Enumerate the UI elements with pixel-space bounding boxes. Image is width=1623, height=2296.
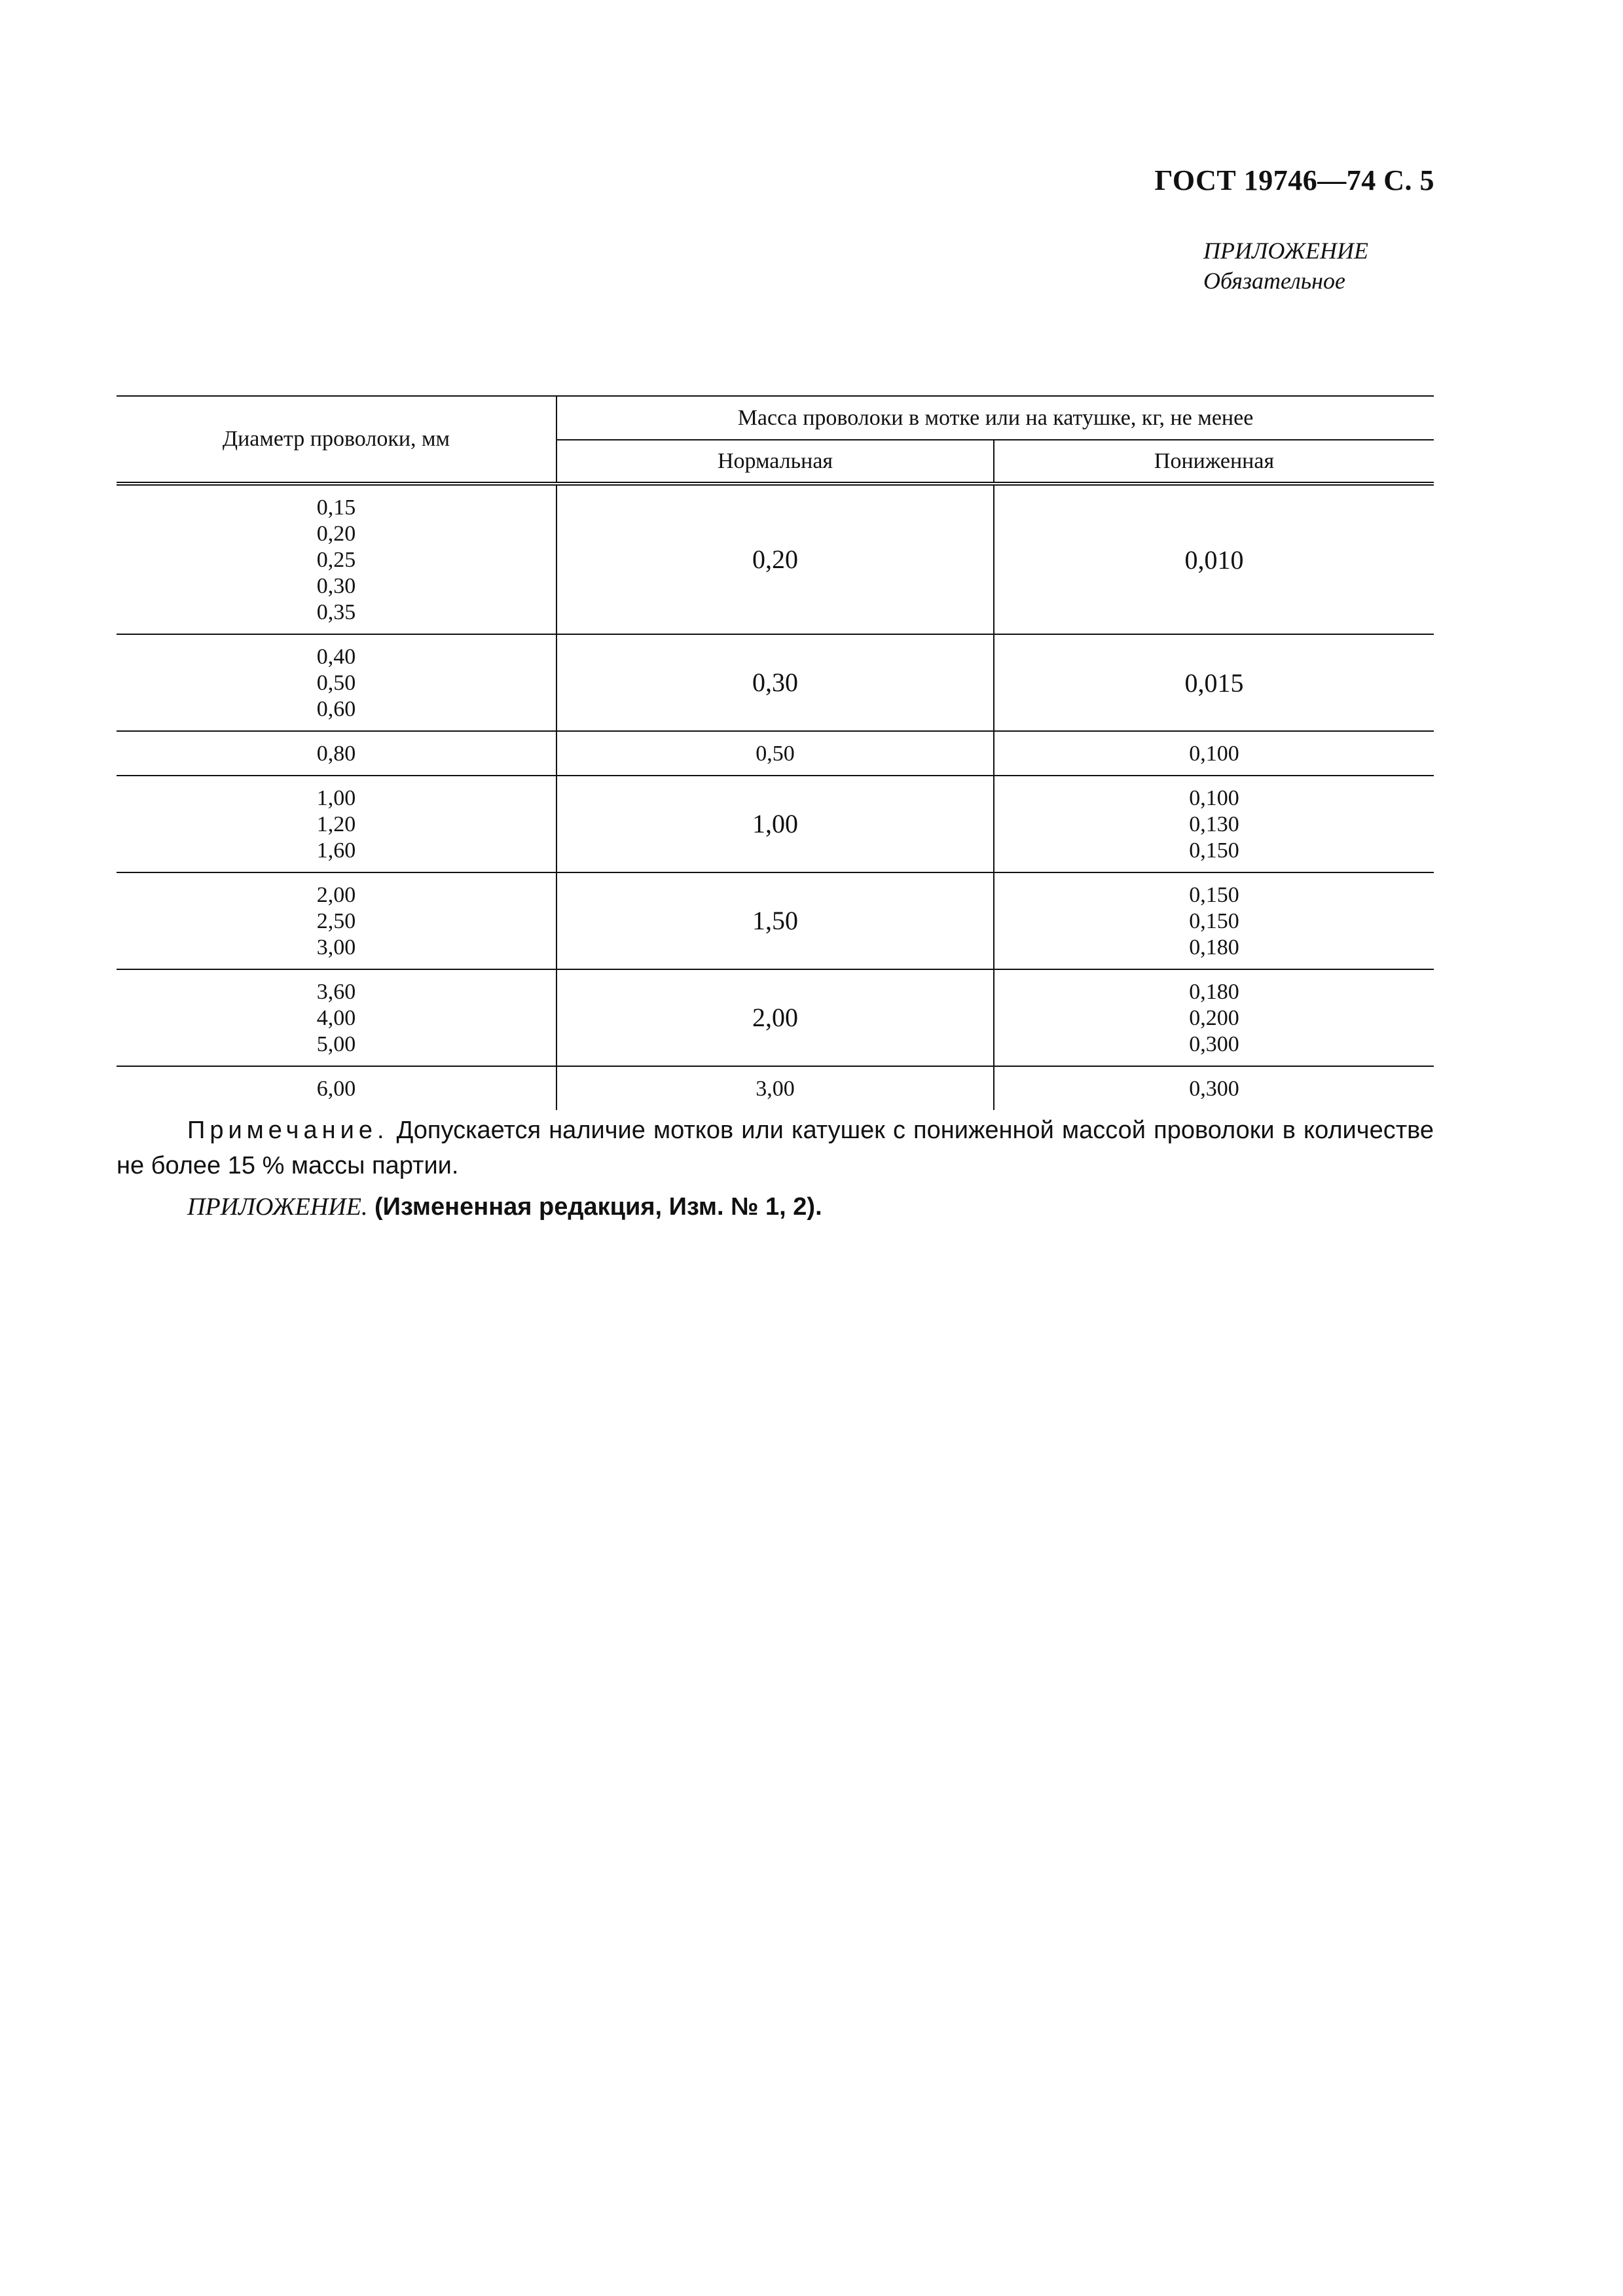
cell-diameter xyxy=(117,1066,556,1110)
cell-diameter-value: 1,20 xyxy=(316,812,356,836)
cell-diameter xyxy=(117,634,556,731)
cell-reduced-value: 0,100 xyxy=(1189,786,1239,810)
cell-diameter-value: 0,25 xyxy=(316,548,356,572)
table-row xyxy=(117,969,1434,1066)
cell-reduced xyxy=(994,634,1434,731)
header-normal: Нормальная xyxy=(556,440,994,484)
cell-reduced-value: 0,150 xyxy=(1189,883,1239,907)
cell-diameter xyxy=(117,776,556,872)
table-row xyxy=(117,1066,1434,1110)
cell-diameter-value: 3,60 xyxy=(316,980,356,1004)
cell-reduced-value: 0,300 xyxy=(1189,1032,1239,1056)
cell-reduced-value: 0,180 xyxy=(1189,935,1239,960)
cell-diameter-value: 0,40 xyxy=(316,645,356,669)
table-body xyxy=(117,484,1434,1110)
cell-diameter xyxy=(117,484,556,634)
cell-reduced xyxy=(994,1066,1434,1110)
note-label: Примечание. xyxy=(187,1117,389,1144)
appendix-status: Обязательное xyxy=(1203,268,1345,294)
cell-normal xyxy=(556,484,994,634)
revision-label: ПРИЛОЖЕНИЕ. xyxy=(187,1193,368,1221)
cell-diameter-value: 0,30 xyxy=(316,574,356,598)
note-paragraph xyxy=(117,1113,1434,1183)
table-row xyxy=(117,872,1434,969)
cell-diameter-value: 0,50 xyxy=(316,671,356,695)
cell-reduced xyxy=(994,776,1434,872)
cell-reduced xyxy=(994,872,1434,969)
cell-normal-value: 1,00 xyxy=(752,808,798,838)
cell-reduced-value: 0,300 xyxy=(1189,1077,1239,1101)
page-header: ГОСТ 19746—74 С. 5 xyxy=(1154,164,1434,196)
cell-diameter xyxy=(117,872,556,969)
cell-diameter-value: 5,00 xyxy=(316,1032,356,1056)
cell-reduced xyxy=(994,731,1434,776)
cell-reduced-value: 0,200 xyxy=(1189,1006,1239,1030)
cell-normal-value: 0,30 xyxy=(752,667,798,697)
cell-reduced-value: 0,015 xyxy=(1184,668,1244,698)
cell-diameter xyxy=(117,969,556,1066)
revision-text: (Измененная редакция, Изм. № 1, 2). xyxy=(367,1193,822,1221)
table-row xyxy=(117,731,1434,776)
cell-normal xyxy=(556,776,994,872)
header-mass: Масса проволоки в мотке или на катушке, кг, не менее xyxy=(556,396,1434,440)
table-row xyxy=(117,484,1434,634)
cell-normal-value: 0,50 xyxy=(756,742,795,766)
cell-normal xyxy=(556,969,994,1066)
cell-diameter-value: 0,60 xyxy=(316,697,356,721)
cell-normal-value: 1,50 xyxy=(752,905,798,935)
cell-diameter-value: 2,50 xyxy=(316,909,356,933)
cell-diameter xyxy=(117,731,556,776)
cell-diameter-value: 0,35 xyxy=(316,600,356,624)
table-row xyxy=(117,634,1434,731)
cell-reduced xyxy=(994,484,1434,634)
appendix-block xyxy=(1203,236,1368,296)
cell-diameter-value: 2,00 xyxy=(316,883,356,907)
cell-diameter-value: 1,60 xyxy=(316,838,356,863)
cell-diameter-value: 0,80 xyxy=(316,742,356,766)
cell-normal xyxy=(556,634,994,731)
cell-reduced xyxy=(994,969,1434,1066)
appendix-title: ПРИЛОЖЕНИЕ xyxy=(1203,238,1368,264)
cell-normal xyxy=(556,731,994,776)
cell-normal xyxy=(556,872,994,969)
cell-normal-value: 0,20 xyxy=(752,544,798,574)
cell-diameter-value: 1,00 xyxy=(316,786,356,810)
cell-reduced-value: 0,010 xyxy=(1184,545,1244,575)
table-row xyxy=(117,776,1434,872)
cell-reduced-value: 0,150 xyxy=(1189,909,1239,933)
header-diameter: Диаметр проволоки, мм xyxy=(117,396,556,484)
header-reduced: Пониженная xyxy=(994,440,1434,484)
cell-reduced-value: 0,130 xyxy=(1189,812,1239,836)
cell-normal xyxy=(556,1066,994,1110)
cell-diameter-value: 0,15 xyxy=(316,495,356,520)
cell-diameter-value: 6,00 xyxy=(316,1077,356,1101)
cell-diameter-value: 4,00 xyxy=(316,1006,356,1030)
cell-normal-value: 2,00 xyxy=(752,1002,798,1032)
cell-reduced-value: 0,100 xyxy=(1189,742,1239,766)
cell-diameter-value: 3,00 xyxy=(316,935,356,960)
note-text: Допускается наличие мотков или катушек с пониженной массой проволоки в количестве не более 15 % массы партии. xyxy=(117,1117,1434,1179)
revision-note xyxy=(187,1193,822,1221)
cell-diameter-value: 0,20 xyxy=(316,522,356,546)
cell-reduced-value: 0,180 xyxy=(1189,980,1239,1004)
cell-normal-value: 3,00 xyxy=(756,1077,795,1101)
wire-mass-table xyxy=(117,395,1434,1110)
cell-reduced-value: 0,150 xyxy=(1189,838,1239,863)
